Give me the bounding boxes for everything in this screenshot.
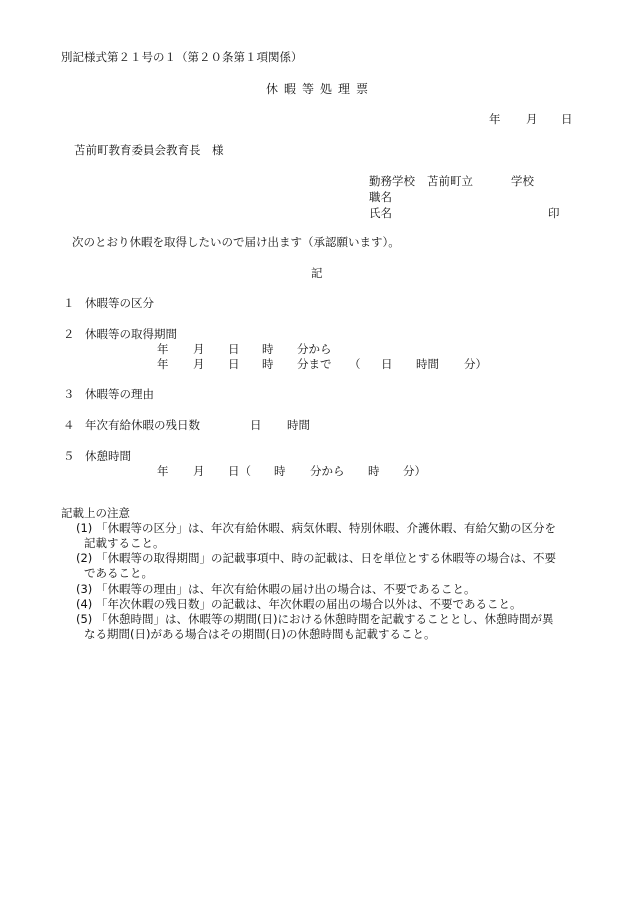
item-3-number: ３	[63, 387, 75, 401]
date-year: 年	[489, 112, 501, 126]
note-3-line-1: 「休暇等の理由」は、年次有給休暇の届け出の場合は、不要であること。	[96, 582, 476, 596]
addressee: 苫前町教育委員会教育長 様	[74, 143, 224, 157]
to-hour: 時	[262, 357, 274, 371]
school-suffix: 学校	[511, 174, 534, 188]
from-minute: 分から	[297, 342, 332, 356]
from-hour: 時	[262, 342, 274, 356]
school-label: 勤務学校	[369, 174, 415, 188]
break-month: 月	[193, 464, 205, 478]
break-from-minute: 分から	[310, 464, 345, 478]
duration-hours: 時間	[416, 357, 439, 371]
break-year: 年	[157, 464, 169, 478]
school-prefix: 苫前町立	[427, 174, 473, 188]
to-day: 日	[228, 357, 240, 371]
note-5-line-1: 「休憩時間」は、休暇等の期間(日)における休憩時間を記載することとし、休憩時間が異	[96, 612, 554, 626]
note-4-number: (4)	[76, 597, 93, 611]
ki-heading: 記	[311, 266, 323, 280]
note-2-number: (2)	[76, 551, 93, 565]
item-1-number: １	[63, 296, 75, 310]
duration-minutes: 分）	[464, 357, 487, 371]
note-2-line-1: 「休暇等の取得期間」の記載事項中、時の記載は、日を単位とする休暇等の場合は、不要	[96, 551, 556, 565]
item-1-label: 休暇等の区分	[85, 296, 154, 310]
item-2-label: 休暇等の取得期間	[85, 327, 177, 341]
note-1-number: (1)	[76, 521, 93, 535]
note-3-number: (3)	[76, 582, 93, 596]
remaining-days: 日	[250, 418, 262, 432]
note-5-line-2: なる期間(日)がある場合はその期間(日)の休憩時間も記載すること。	[84, 627, 436, 641]
note-2-line-2: であること。	[84, 566, 153, 580]
note-4-line-1: 「年次休暇の残日数」の記載は、年次休暇の届出の場合以外は、不要であること。	[96, 597, 522, 611]
to-month: 月	[193, 357, 205, 371]
item-2-number: ２	[63, 327, 75, 341]
break-day: 日（	[228, 464, 251, 478]
item-3-label: 休暇等の理由	[85, 387, 154, 401]
item-5-number: ５	[63, 449, 75, 463]
break-to-minute: 分）	[403, 464, 426, 478]
note-1-line-1: 「休暇等の区分」は、年次有給休暇、病気休暇、特別休暇、介護休暇、有給欠勤の区分を	[96, 521, 556, 535]
note-1-line-2: 記載すること。	[84, 536, 165, 550]
item-5-label: 休憩時間	[85, 449, 131, 463]
duration-open: （	[349, 357, 361, 371]
document-title: 休暇等処理票	[266, 82, 375, 96]
seal-mark: 印	[548, 206, 560, 220]
notes-heading: 記載上の注意	[61, 506, 130, 520]
to-year: 年	[157, 357, 169, 371]
to-minute: 分まで	[297, 357, 332, 371]
name-label: 氏名	[369, 206, 392, 220]
form-reference: 別記様式第２１号の１（第２０条第１項関係）	[61, 50, 303, 64]
intro-statement: 次のとおり休暇を取得したいので届け出ます（承認願います）。	[72, 235, 400, 249]
date-month: 月	[526, 112, 538, 126]
break-to-hour: 時	[368, 464, 380, 478]
duration-days: 日	[381, 357, 393, 371]
position-label: 職名	[369, 190, 392, 204]
date-day: 日	[561, 112, 573, 126]
from-month: 月	[193, 342, 205, 356]
remaining-hours: 時間	[287, 418, 310, 432]
from-day: 日	[228, 342, 240, 356]
from-year: 年	[157, 342, 169, 356]
break-from-hour: 時	[274, 464, 286, 478]
item-4-number: ４	[63, 418, 75, 432]
note-5-number: (5)	[76, 612, 93, 626]
item-4-label: 年次有給休暇の残日数	[85, 418, 200, 432]
